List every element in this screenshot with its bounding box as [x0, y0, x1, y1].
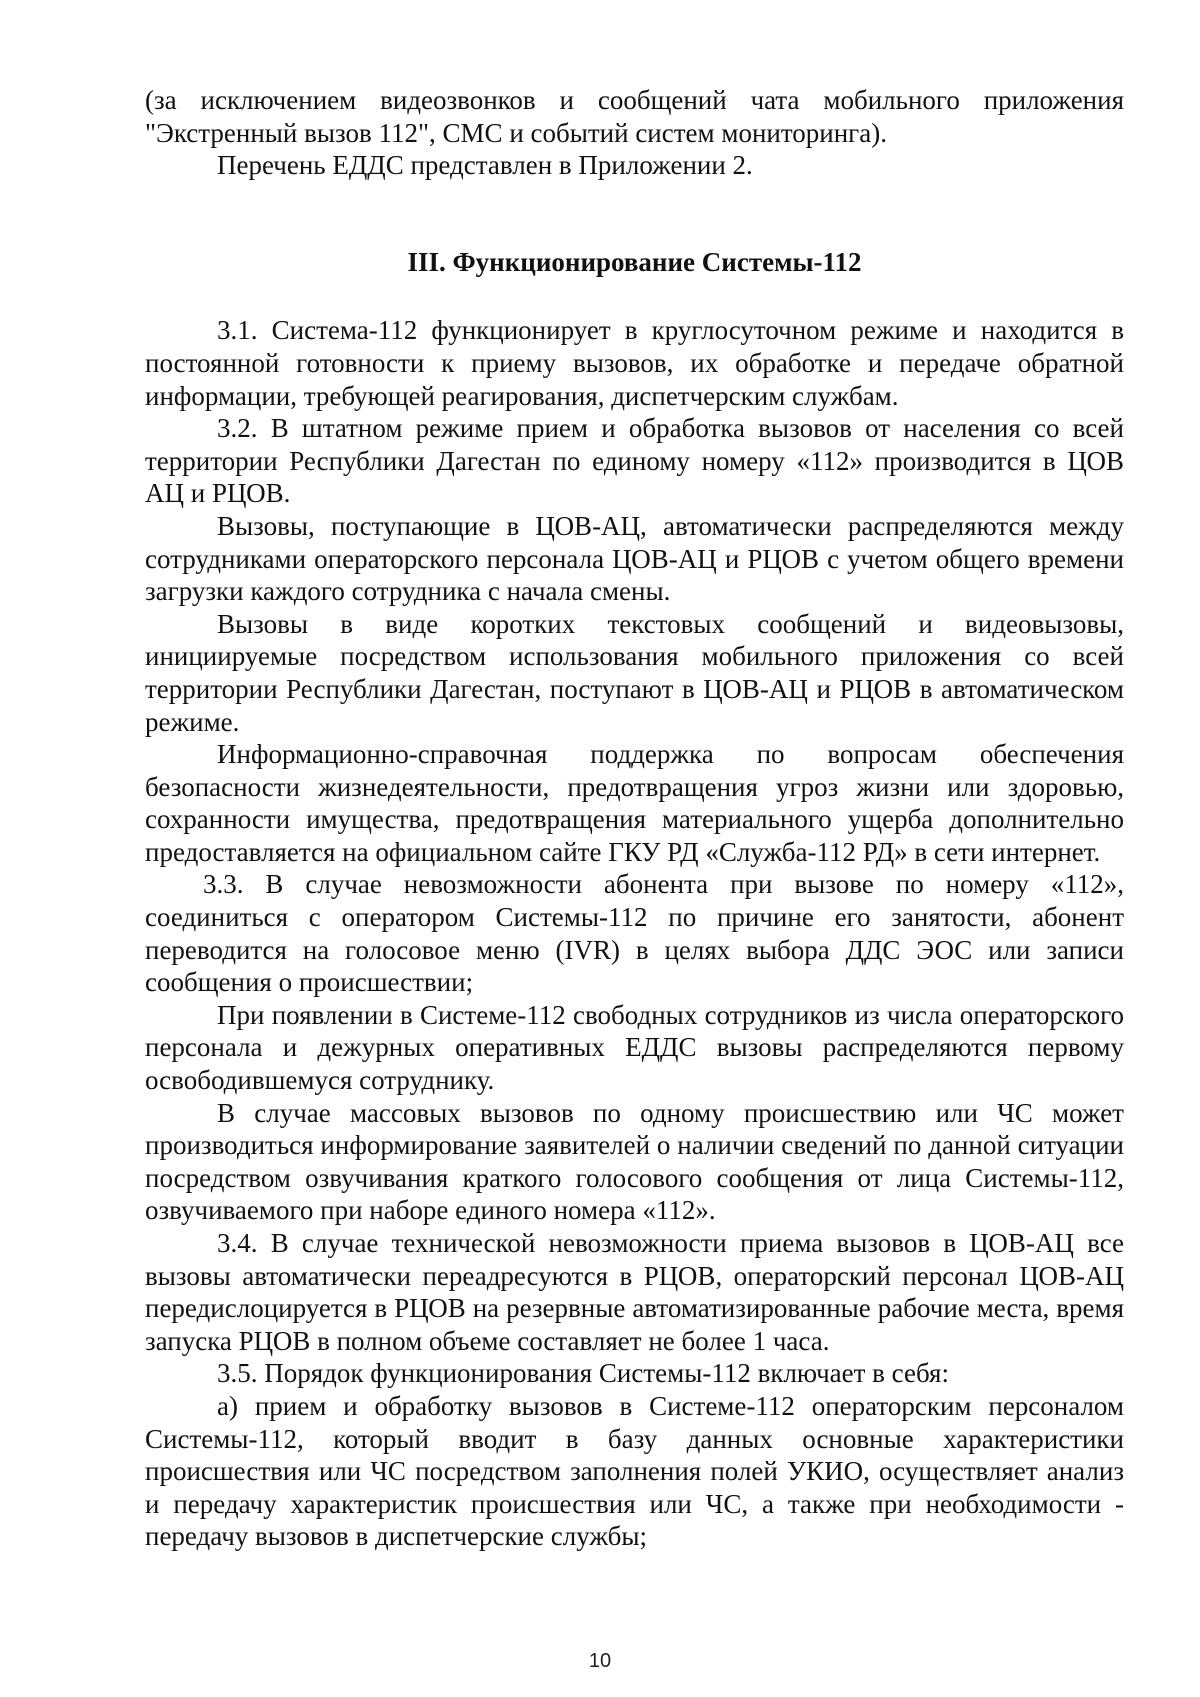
paragraph-3-4: 3.4. В случае технической невозможности приема вызовов в ЦОВ-АЦ все вызовы автоматически переадресуются в РЦОВ, операторский персонал ЦОВ-АЦ передислоцируется в РЦОВ на резервные автоматизированные рабочие места, время запуска РЦОВ в полном объеме составляет не более 1 часа. — [145, 1228, 1124, 1356]
paragraph-3-2: 3.2. В штатном режиме прием и обработка вызовов от населения со всей территории Республики Дагестан по единому номеру «112» производится в ЦОВ АЦ и РЦОВ. — [145, 413, 1124, 509]
spacer — [145, 278, 1124, 314]
paragraph-3-5-a: а) прием и обработку вызовов в Системе-112 операторским персоналом Системы-112, который вводит в базу данных основные характеристики происшествия или ЧС посредством заполнения полей УКИО, осуществляет анализ и передачу характеристик происшествия или ЧС, а также при необходимости - передачу вызовов в диспетчерские службы; — [145, 1390, 1124, 1552]
paragraph-continuation: (за исключением видеозвонков и сообщений чата мобильного приложения "Экстренный вызов 112", СМС и событий систем мониторинга). — [145, 85, 1124, 148]
paragraph-info-support: Информационно-справочная поддержка по вопросам обеспечения безопасности жизнедеятельности, предотвращения угроз жизни или здоровью, сохранности имущества, предотвращения материального ущерба дополнительно предоставляется на официальном сайте ГКУ РД «Служба-112 РД» в сети интернет. — [145, 739, 1124, 867]
paragraph-call-distribution: Вызовы, поступающие в ЦОВ-АЦ, автоматически распределяются между сотрудниками операторского персонала ЦОВ-АЦ и РЦОВ с учетом общего времени загрузки каждого сотрудника с начала смены. — [145, 510, 1124, 607]
section-title: III. Функционирование Системы-112 — [407, 246, 862, 277]
document-body — [145, 84, 1124, 1553]
paragraph-3-5: 3.5. Порядок функционирования Системы-112 включает в себя: — [217, 1358, 949, 1389]
page-number: 10 — [588, 1650, 612, 1672]
paragraph-free-operators: При появлении в Системе-112 свободных сотрудников из числа операторского персонала и дежурных оперативных ЕДДС вызовы распределяются первому освободившемуся сотруднику. — [145, 999, 1124, 1096]
paragraph-eddс-list-reference: Перечень ЕДДС представлен в Приложении 2. — [217, 150, 753, 181]
paragraph-3-1: 3.1. Система-112 функционирует в круглосуточном режиме и находится в постоянной готовности к приему вызовов, их обработке и передаче обратной информации, требующей реагирования, диспетчерским службам. — [145, 315, 1124, 411]
paragraph-text-video-calls: Вызовы в виде коротких текстовых сообщений и видеовызовы, инициируемые посредством использования мобильного приложения со всей территории Республики Дагестан, поступают в ЦОВ-АЦ и РЦОВ в автоматическом режиме. — [145, 608, 1124, 737]
spacer — [145, 182, 1124, 246]
paragraph-3-3: 3.3. В случае невозможности абонента при вызове по номеру «112», соединиться с оператором Системы-112 по причине его занятости, абонент переводится на голосовое меню (IVR) в целях выбора ДДС ЭОС или записи сообщения о происшествии; — [145, 869, 1124, 998]
paragraph-mass-calls: В случае массовых вызовов по одному происшествию или ЧС может производиться информирование заявителей о наличии сведений по данной ситуации посредством озвучивания краткого голосового сообщения от лица Системы-112, озвучиваемого при наборе единого номера «112». — [145, 1097, 1124, 1226]
